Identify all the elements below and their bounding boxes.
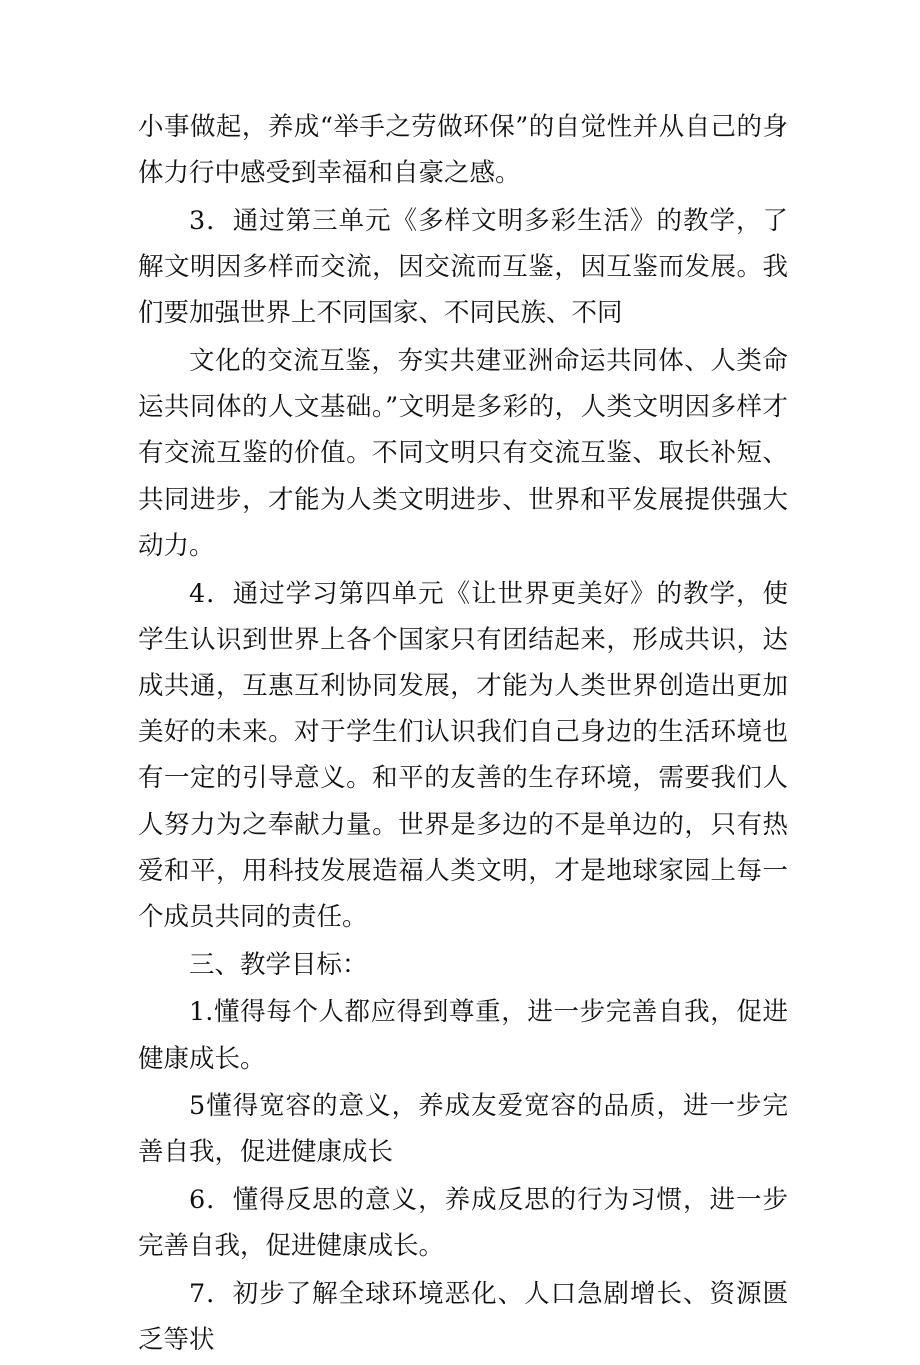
paragraph-continuation: 小事做起，养成“举手之劳做环保”的自觉性并从自己的身体力行中感受到幸福和自豪之感。 — [138, 112, 788, 189]
goal-item-1: 1.懂得每个人都应得到尊重，进一步完善自我，促进健康成长。 — [138, 997, 788, 1074]
paragraph-item-3: 3．通过第三单元《多样文明多彩生活》的教学，了解文明因多样而交流，因交流而互鉴，因互鉴而发展。我们要加强世界上不同国家、不同民族、不同 — [138, 205, 788, 329]
paragraph-culture-exchange: 文化的交流互鉴，夯实共建亚洲命运共同体、人类命运共同体的人文基础。”文明是多彩的，人类文明因多样才有交流互鉴的价值。不同文明只有交流互鉴、取长补短、共同进步，才能为人类文明进步、世界和平发展提供强大动力。 — [138, 346, 788, 561]
goal-item-6: 6．懂得反思的意义，养成反思的行为习惯，进一步完善自我，促进健康成长。 — [138, 1185, 788, 1262]
section-heading-teaching-goals: 三、教学目标： — [189, 949, 368, 980]
document-body — [138, 104, 788, 1365]
goal-item-5: 5懂得宽容的意义，养成友爱宽容的品质，进一步完善自我，促进健康成长 — [138, 1091, 788, 1168]
goal-item-7: 7．初步了解全球环境恶化、人口急剧增长、资源匮乏等状 — [138, 1279, 788, 1356]
paragraph-item-4: 4．通过学习第四单元《让世界更美好》的教学，使学生认识到世界上各个国家只有团结起来，形成共识，达成共通，互惠互利协同发展，才能为人类世界创造出更加美好的未来。对于学生们认识我们自己身边的生活环境也有一定的引导意义。和平的友善的生存环境，需要我们人人努力为之奉献力量。世界是多边的不是单边的，只有热爱和平，用科技发展造福人类文明，才是地球家园上每一个成员共同的责任。 — [138, 578, 788, 932]
